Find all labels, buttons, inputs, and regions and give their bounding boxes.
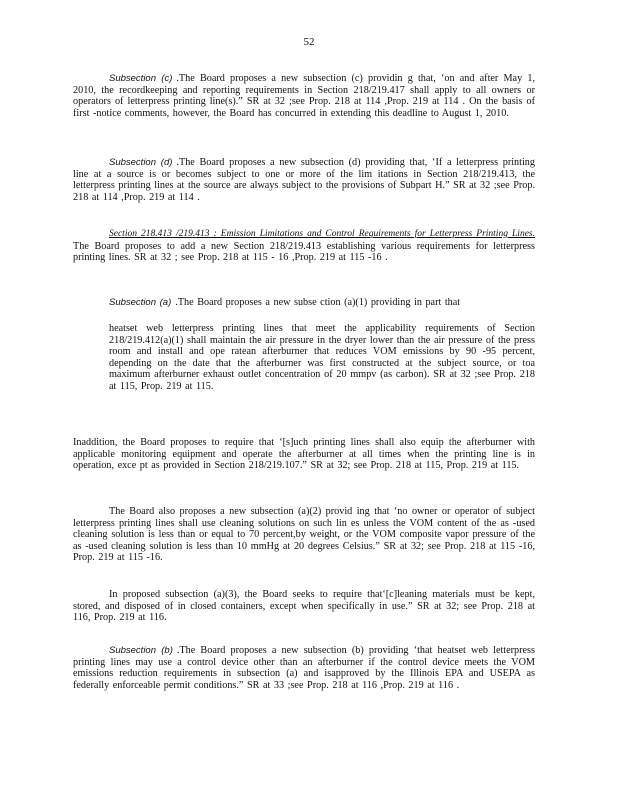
paragraph-subsection-a3: In proposed subsection (a)(3), the Board seeks to require that‘[c]leaning materials must be kept, stored, and disposed of in closed containers, except when specifically in use.” SR at 32; see Prop. 218 at 116, Prop. 219 at 116. — [73, 589, 535, 623]
paragraph-subsection-c — [73, 73, 535, 119]
subsection-lead: Subsection (c) — [109, 73, 173, 84]
section-heading: Section 218.413 /219.413 : Emission Limitations and Control Requirements for Letterpress Printing Lines. — [109, 229, 535, 239]
subsection-lead: Subsection (d) — [109, 157, 173, 168]
subsection-lead: Subsection (b) — [109, 645, 173, 656]
paragraph-section-413 — [73, 228, 535, 264]
paragraph-subsection-b — [73, 645, 535, 691]
paragraph-text: .The Board proposes a new subsection (c) providin g that, ‘on and after May 1, 2010, the recordkeeping and reporting requirements in Section 218/219.417 shall apply to all owners or operators of letterpress printing line(s).” SR at 32 ;see Prop. 218 at 114 ,Prop. 219 at 114 . On the basis of first -notice comments, however, the Board has concurred in extending this deadline to August 1, 2010. — [73, 73, 535, 119]
page-number: 52 — [303, 36, 315, 48]
paragraph-subsection-a2: The Board also proposes a new subsection (a)(2) provid ing that ‘no owner or operator of subject letterpress printing lines shall use cleaning solutions on such lin es unless the VOM content of the as -used cleaning solution is less than or equal to 70 percent,by weight, or the VOM composite vapor pressure of the as -used cleaning solution is less than 10 mmHg at 20 degrees Celsius.” SR at 32; see Prop. 218 at 115 -16, Prop. 219 at 115 -16. — [73, 506, 535, 563]
paragraph-text: .The Board proposes a new subse ction (a)(1) providing in part that — [175, 297, 461, 308]
subsection-lead: Subsection (a) — [109, 297, 172, 308]
paragraph-text: .The Board proposes a new subsection (d) providing that, ‘If a letterpress printing line at a source is or becomes subject to one or more of the lim itations in Section 218/219.413, the letterpress printing lines at the source are always subject to the provisions of Subpart H.” SR at 32 ;see Prop. 218 at 114 ,Prop. 219 at 114 . — [73, 157, 535, 203]
paragraph-subsection-d — [73, 157, 535, 203]
paragraph-subsection-a — [73, 297, 535, 309]
paragraph-text: .The Board proposes a new subsection (b) providing ‘that heatset web letterpress printing lines may use a control device other than an afterburner if the control device meets the VOM emissions reduction requirements in subsection (a) and isapproved by the Illinois EPA and USEPA as federally enforceable permit conditions.” SR at 33 ;see Prop. 218 at 116 ,Prop. 219 at 116 . — [73, 645, 535, 691]
paragraph-text: The Board proposes to add a new Section 218/219.413 establishing various requirements for letterpress printing lines. SR at 32 ; see Prop. 218 at 115 - 16 ,Prop. 219 at 115 -16 . — [73, 240, 535, 263]
block-quote: heatset web letterpress printing lines that meet the applicability requirements of Section 218/219.412(a)(1) shall maintain the air pressure in the dryer lower than the air pressure of the press room and install and ope ratean afterburner that reduces VOM emissions by 90 -95 percent, depending on the date that the afterburner was first constructed at the subject source, or toa maximum afterburner exhaust outlet concentration of 20 mmpv (as carbon). SR at 32 ;see Prop. 218 at 115, Prop. 219 at 115. — [109, 323, 535, 392]
paragraph-addition: Inaddition, the Board proposes to require that ‘[s]uch printing lines shall also equip the afterburner with applicable monitoring equipment and operate the afterburner at all times when the printing line is in operation, exce pt as provided in Section 218/219.107.” SR at 32; see Prop. 218 at 115, Prop. 219 at 115. — [73, 437, 535, 471]
